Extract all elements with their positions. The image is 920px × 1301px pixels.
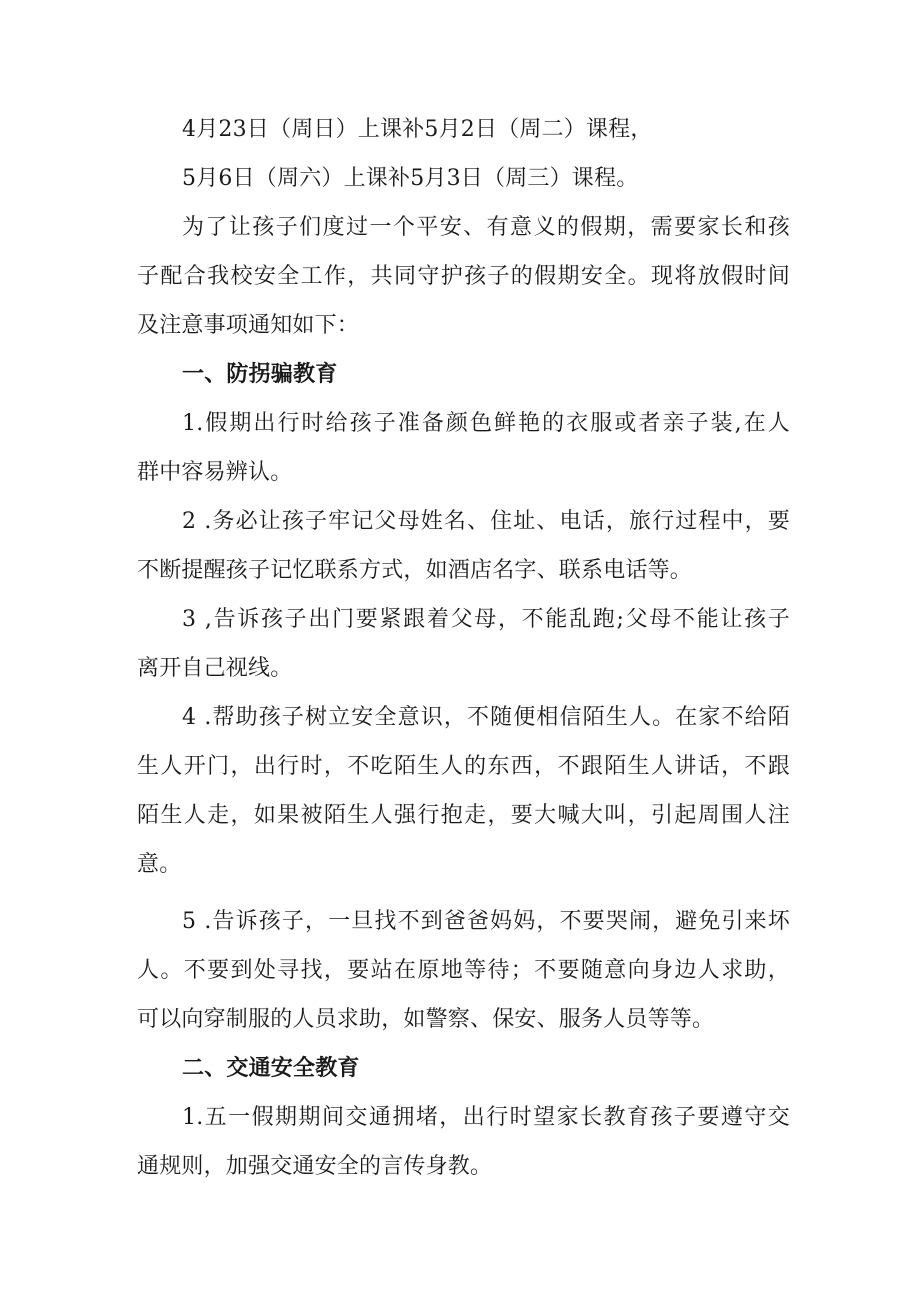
section1-item-2-line-2: 不断提醒孩子记忆联系方式，如酒店名字、联系电话等。 bbox=[137, 558, 693, 583]
section1-item-2 bbox=[137, 497, 790, 595]
section1-item-5 bbox=[137, 897, 790, 1044]
section1-item-2-line-1: 2 .务必让孩子牢记父母姓名、住址、电话，旅行过程中，要 bbox=[182, 509, 790, 534]
document-body bbox=[137, 105, 790, 1191]
section1-item-5-line-1: 5 .告诉孩子，一旦找不到爸爸妈妈，不要哭闹，避免引来坏 bbox=[182, 909, 790, 934]
section1-item-3 bbox=[137, 595, 790, 693]
section2-item-1-line-1: 1.五一假期期间交通拥堵，出行时望家长教育孩子要遵守交 bbox=[182, 1105, 790, 1130]
section1-item-1-line-2: 群中容易辨认。 bbox=[137, 460, 293, 485]
schedule-line-1: 4月23日（周日）上课补5月2日（周二）课程， bbox=[182, 117, 653, 142]
section1-item-1 bbox=[137, 399, 790, 497]
section2-heading: 二、交通安全教育 bbox=[182, 1056, 360, 1081]
intro-line-3: 及注意事项通知如下： bbox=[137, 313, 360, 338]
section1-item-4-line-3: 陌生人走，如果被陌生人强行抱走，要大喊大叫，引起周围人注 bbox=[137, 803, 790, 828]
intro-line-2: 子配合我校安全工作，共同守护孩子的假期安全。现将放假时间 bbox=[137, 264, 790, 289]
section2-item-1-line-2: 通规则，加强交通安全的言传身教。 bbox=[137, 1154, 493, 1179]
section1-heading: 一、防拐骗教育 bbox=[182, 362, 338, 387]
section1-item-4-line-4: 意。 bbox=[137, 852, 182, 877]
schedule-line-2: 5月6日（周六）上课补5月3日（周三）课程。 bbox=[182, 166, 639, 191]
section1-item-4-line-2: 生人开门，出行时，不吃陌生人的东西，不跟陌生人讲话，不跟 bbox=[137, 754, 790, 779]
section1-item-3-line-1: 3 ,告诉孩子出门要紧跟着父母，不能乱跑;父母不能让孩子 bbox=[182, 607, 790, 632]
section2-item-1 bbox=[137, 1093, 790, 1191]
paragraph-gap bbox=[137, 889, 790, 897]
section1-item-5-line-3: 可以向穿制服的人员求助，如警察、保安、服务人员等等。 bbox=[137, 1007, 715, 1032]
intro-line-1: 为了让孩子们度过一个平安、有意义的假期，需要家长和孩 bbox=[182, 215, 790, 240]
section1-item-4 bbox=[137, 693, 790, 889]
intro-paragraph bbox=[137, 203, 790, 350]
section1-item-3-line-2: 离开自己视线。 bbox=[137, 656, 293, 681]
section1-item-4-line-1: 4 .帮助孩子树立安全意识，不随便相信陌生人。在家不给陌 bbox=[182, 705, 790, 730]
section1-item-5-line-2: 人。不要到处寻找，要站在原地等待；不要随意向身边人求助， bbox=[137, 958, 790, 983]
section1-item-1-line-1: 1.假期出行时给孩子准备颜色鲜艳的衣服或者亲子装,在人 bbox=[182, 411, 790, 436]
